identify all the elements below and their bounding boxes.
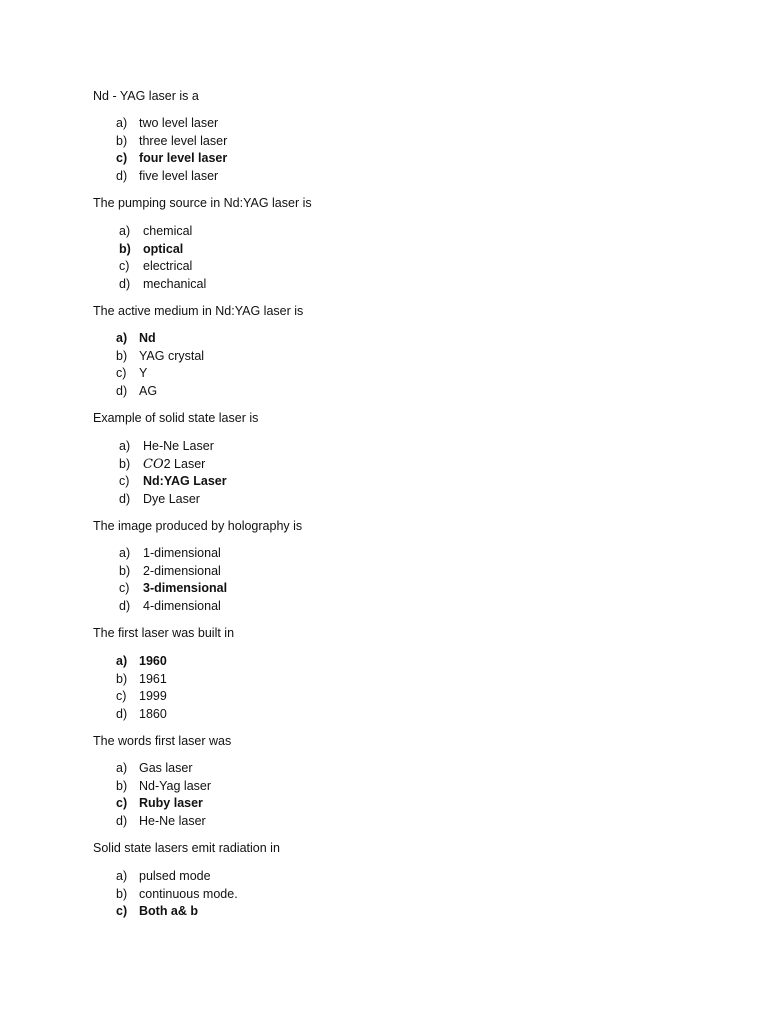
option-letter: d) — [116, 706, 128, 721]
option-letter: d) — [119, 598, 131, 613]
option-letter: d) — [119, 276, 131, 291]
option-letter: a) — [116, 761, 128, 775]
option-letter: c) — [116, 904, 128, 918]
option-letter: a) — [116, 331, 128, 345]
question-7: The words first laser was — [93, 734, 232, 748]
option-text: 2-dimensional — [143, 563, 221, 578]
question-5: The image produced by holography is — [93, 519, 303, 533]
option-letter: c) — [116, 151, 128, 165]
option-text: Dye Laser — [143, 491, 200, 506]
option-text: mechanical — [143, 276, 207, 291]
question-3: The active medium in Nd:YAG laser is — [93, 304, 304, 318]
question-2: The pumping source in Nd:YAG laser is — [93, 196, 312, 210]
option-letter: b) — [119, 456, 131, 471]
option-letter: b) — [116, 778, 128, 793]
option-text: 1960 — [139, 654, 167, 668]
option-text: two level laser — [139, 116, 219, 130]
option-text: chemical — [143, 224, 193, 238]
option-text — [143, 457, 205, 472]
option-text: Ruby laser — [139, 796, 203, 810]
option-text: 1961 — [139, 671, 167, 686]
option-letter: a) — [116, 116, 128, 130]
question-4: Example of solid state laser is — [93, 411, 259, 425]
option-letter: c) — [119, 474, 130, 488]
option-letter: b) — [116, 886, 128, 901]
option-text: YAG crystal — [139, 348, 205, 363]
option-letter: a) — [116, 869, 128, 883]
option-letter: b) — [119, 241, 131, 256]
option-letter: d) — [116, 168, 128, 183]
option-text: pulsed mode — [139, 869, 211, 883]
option-text: 3-dimensional — [143, 581, 228, 595]
option-letter: b) — [116, 671, 128, 686]
option-letter: a) — [116, 654, 128, 668]
option-letter: c) — [116, 366, 127, 380]
option-letter: d) — [116, 813, 128, 828]
option-text: Nd:YAG Laser — [143, 474, 227, 488]
option-letter: b) — [116, 133, 128, 148]
option-text: He-Ne Laser — [143, 439, 214, 453]
option-text: Both a& b — [139, 904, 199, 918]
option-letter: c) — [116, 689, 127, 703]
option-text: Y — [139, 366, 148, 380]
option-letter: a) — [119, 439, 131, 453]
question-6: The first laser was built in — [93, 626, 235, 640]
option-letter: d) — [119, 491, 131, 506]
option-text: He-Ne laser — [139, 813, 206, 828]
option-letter: c) — [119, 581, 130, 595]
option-text: four level laser — [139, 151, 228, 165]
option-text: Nd — [139, 331, 156, 345]
option-letter: b) — [119, 563, 131, 578]
option-text: 1860 — [139, 706, 167, 721]
question-1: Nd - YAG laser is a — [93, 89, 199, 103]
option-text: 1999 — [139, 689, 167, 703]
option-text: optical — [143, 241, 184, 256]
option-letter: d) — [116, 383, 128, 398]
co2-symbol: CO — [143, 456, 164, 472]
option-letter: c) — [119, 259, 130, 273]
option-text: three level laser — [139, 133, 228, 148]
option-letter: c) — [116, 796, 128, 810]
option-letter: a) — [119, 546, 131, 560]
option-text: five level laser — [139, 168, 219, 183]
option-letter: b) — [116, 348, 128, 363]
option-text-rest: 2 Laser — [163, 456, 206, 471]
question-8: Solid state lasers emit radiation in — [93, 841, 280, 855]
option-text: electrical — [143, 259, 193, 273]
option-text: continuous mode. — [139, 886, 238, 901]
option-text: 1-dimensional — [143, 546, 221, 560]
option-letter: a) — [119, 224, 131, 238]
option-text: Gas laser — [139, 761, 193, 775]
option-text: 4-dimensional — [143, 598, 221, 613]
option-text: Nd-Yag laser — [139, 778, 212, 793]
option-text: AG — [139, 383, 158, 398]
